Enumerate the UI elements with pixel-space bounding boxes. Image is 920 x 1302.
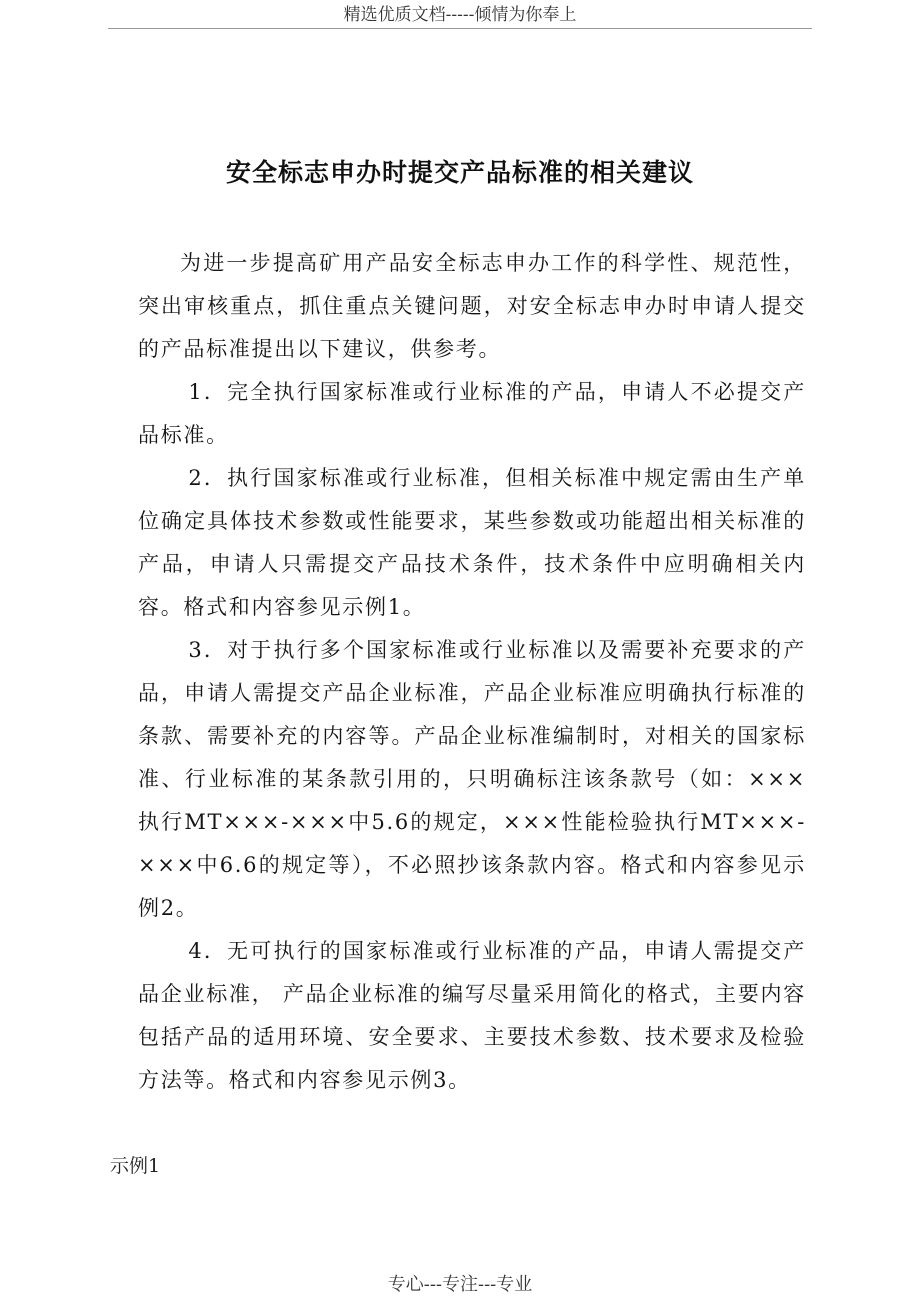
page-footer: 专心---专注---专业 xyxy=(387,1274,533,1295)
item-paragraph-1: 1．完全执行国家标准或行业标准的产品，申请人不必提交产品标准。 xyxy=(138,380,806,447)
page-header: 精选优质文档-----倾情为你奉上 xyxy=(108,4,812,29)
document-title: 安全标志申办时提交产品标准的相关建议 xyxy=(225,158,694,187)
intro-paragraph: 为进一步提高矿用产品安全标志申办工作的科学性、规范性，突出审核重点，抓住重点关键问题，对安全标志申办时申请人提交的产品标准提出以下建议，供参考。 xyxy=(138,251,806,361)
example-label: 示例1 xyxy=(110,1155,161,1177)
item-paragraph-3: 3．对于执行多个国家标准或行业标准以及需要补充要求的产品，申请人需提交产品企业标准，产品企业标准应明确执行标准的条款、需要补充的内容等。产品企业标准编制时，对相关的国家标准、行业标准的某条款引用的，只明确标注该条款号（如：×××执行MT×××-×××中5.6的规定，×××性能检验执行MT×××-×××中6.6的规定等），不必照抄该条款内容。格式和内容参见示例2。 xyxy=(138,638,806,920)
document-body xyxy=(138,242,806,1102)
item-paragraph-2: 2．执行国家标准或行业标准，但相关标准中规定需由生产单位确定具体技术参数或性能要求，某些参数或功能超出相关标准的产品，申请人只需提交产品技术条件，技术条件中应明确相关内容。格式和内容参见示例1。 xyxy=(138,466,806,619)
item-paragraph-4: 4．无可执行的国家标准或行业标准的产品，申请人需提交产品企业标准， 产品企业标准的编写尽量采用简化的格式，主要内容包括产品的适用环境、安全要求、主要技术参数、技术要求及检验方法等。格式和内容参见示例3。 xyxy=(138,939,806,1092)
